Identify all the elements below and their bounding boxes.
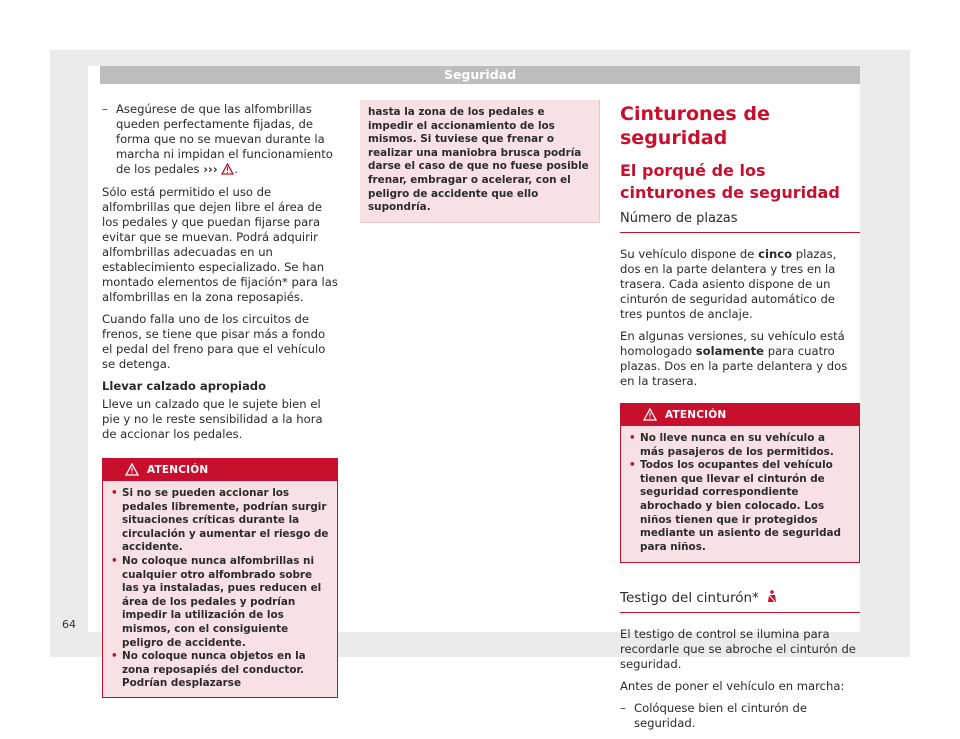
instruction-text: Asegúrese de que las alfombrillas queden perfectamente fijadas, de forma que no se muevan durante la marcha ni impidan el funcionamiento de los pedales [116,102,333,176]
paragraph: Lleve un calzado que le sujete bien el pie y no le reste sensibilidad a la hora de accionar los pedales. [102,397,323,441]
warning-title: ATENCIÓN [665,409,727,421]
paragraph: Antes de poner el vehículo en marcha: [620,679,845,694]
dash-marker: – [620,701,626,716]
warning-item: • No coloque nunca alfombrillas ni cualquier otro alfombrado sobre las ya instaladas, pues reducen el área de los pedales y podrían impedir la utilización de los mismos, con el consiguiente peligro de accidente. [111,554,322,649]
warning-item: • No coloque nunca objetos en la zona reposapiés del conductor. Podrían desplazarse [111,650,306,690]
see-more-arrow-icon: ››› [203,162,218,176]
chapter-title: Cinturones de seguridad [620,103,770,149]
warning-triangle-icon [125,463,139,476]
column-right [620,100,860,739]
section-title: Seguridad [443,67,517,82]
page-number: 64 [62,618,76,631]
paragraph: Sólo está permitido el uso de alfombrillas que dejen libre el área de los pedales y que puedan fijarse para evitar que se muevan. Podrá adquirir alfombrillas adecuadas en un establecimiento especializado. Se han montado elementos de fijación* para las alfombrillas en la zona reposapiés. [102,185,338,304]
subheading: Llevar calzado apropiado [102,379,267,393]
warning-body [621,426,859,562]
instruction-item: – Asegúrese de que las alfombrillas queden perfectamente fijadas, de forma que no se muevan durante la marcha ni impidan el funcionamiento de los pedales ››› . [102,102,333,176]
subsection-heading: Testigo del cinturón* [620,589,860,613]
warning-item: • Si no se pueden accionar los pedales libremente, podrían surgir situaciones críticas durante la circulación y aumentar el riesgo de accidente. [111,487,329,554]
warning-triangle-icon [221,163,234,175]
warning-item: • Todos los ocupantes del vehículo tienen que llevar el cinturón de seguridad correspondiente abrochado y bien colocado. Los niños tienen que ir protegidos mediante un asiento de seguridad para niños. [629,459,841,553]
subsection-heading: Número de plazas [620,210,860,233]
warning-header [621,404,859,426]
warning-box [620,403,860,563]
instruction-item [620,701,860,731]
instruction-text: Colóquese bien el cinturón de seguridad. [634,701,807,731]
section-header-bar [100,66,860,84]
section-heading: El porqué de los cinturones de seguridad [620,161,840,202]
column-middle [360,100,600,223]
warning-body [103,481,337,697]
paragraph: En algunas versiones, su vehículo está homologado solamente para cuatro plazas. Dos en la parte delantera y dos en la trasera. [620,329,848,388]
paragraph: Cuando falla uno de los circuitos de frenos, se tiene que pisar más a fondo el pedal del freno para que el vehículo se detenga. [102,312,326,371]
seatbelt-warning-icon [766,590,778,604]
paragraph: Su vehículo dispone de cinco plazas, dos en la parte delantera y tres en la trasera. Cada asiento dispone de un cinturón de seguridad automático de tres puntos de anclaje. [620,247,837,321]
warning-triangle-icon [643,408,657,421]
dash-marker: – [102,102,108,116]
paragraph: El testigo de control se ilumina para recordarle que se abroche el cinturón de seguridad. [620,627,856,672]
warning-title: ATENCIÓN [147,464,209,476]
warning-box [102,458,338,698]
warning-header [103,459,337,481]
column-left [102,102,338,698]
warning-box-continuation: hasta la zona de los pedales e impedir el accionamiento de los mismos. Si tuviese que frenar o realizar una maniobra brusca podría darse el caso de que no fuese posible frenar, embragar o acelerar, con el peligro de accidente que ello supondría. [360,100,600,223]
warning-item: • No lleve nunca en su vehículo a más pasajeros de los permitidos. [629,432,834,458]
